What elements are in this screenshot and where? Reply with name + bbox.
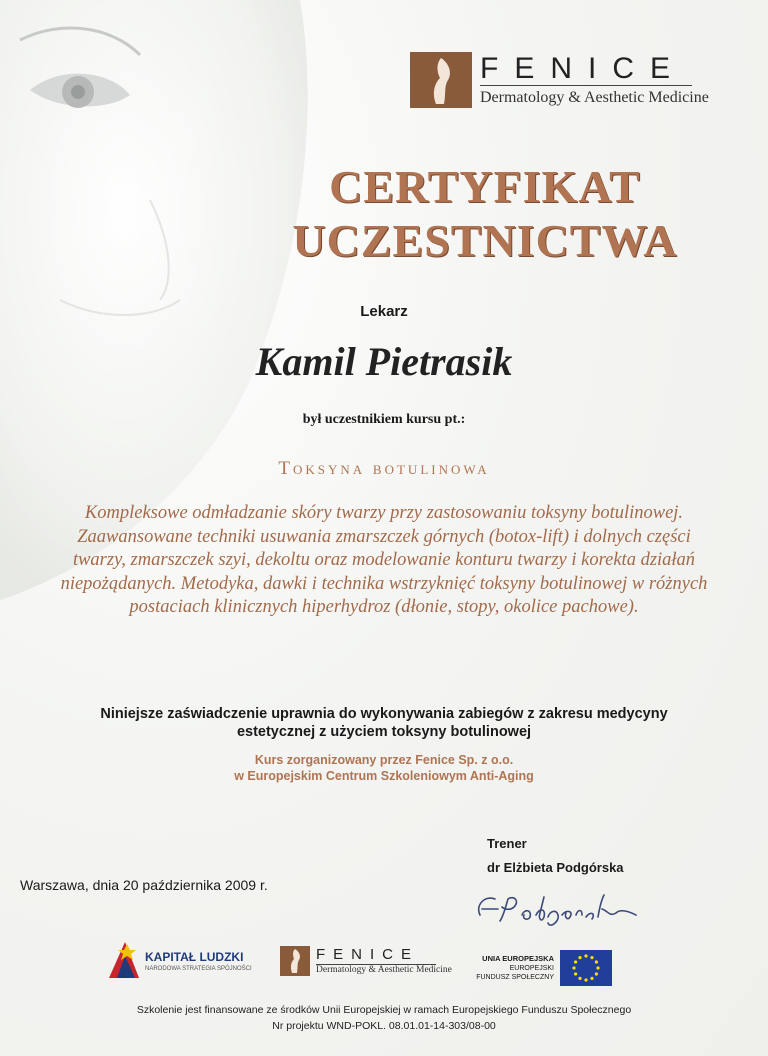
fenice-footer-word: FENICE [316, 946, 420, 963]
eu-logo [468, 950, 628, 990]
project-number: Nr projektu WND-POKL. 08.01.01-14-303/08-00 [272, 1020, 496, 1032]
fenice-logo-word: FENICE [480, 52, 687, 85]
organizer-text [40, 752, 728, 784]
fenice-logo [410, 52, 709, 112]
course-description: Kompleksowe odmładzanie skóry twarzy przy zastosowaniu toksyny botulinowej. Zaawansowane techniki usuwania zmarszczek górnych (botox-lift) i dolnych części twarzy, zmarszczek szyi, dekoltu oraz modelowanie konturu twarzy i korekta działań niepożądanych. Metodyka, dawki i technika wstrzyknięć toksyny botulinowej w różnych postaciach klinicznych hiperhydroz (dłonie, stopy, okolice pachowe). [60, 503, 708, 617]
eu-flag-icon [560, 950, 612, 986]
funding-note: Szkolenie jest finansowane ze środków Unii Europejskiej w ramach Europejskiego Funduszu Społecznego [136, 1004, 632, 1016]
fenice-figure-icon [410, 52, 472, 108]
attended-text: był uczestnikiem kursu pt.: [302, 412, 466, 427]
certificate-title-line2: UCZESTNICTWA [292, 215, 678, 266]
signature [470, 885, 660, 935]
entitlement-text [30, 705, 738, 741]
eu-line2: EUROPEJSKI [509, 965, 554, 972]
fenice-footer-logo [280, 946, 452, 980]
organizer-line2: w Europejskim Centrum Szkoleniowym Anti-Aging [234, 769, 534, 783]
kapital-ludzki-title: KAPITAŁ LUDZKI [145, 950, 244, 964]
fenice-footer-figure-icon [280, 946, 310, 976]
fenice-logo-subtitle: Dermatology & Aesthetic Medicine [480, 89, 709, 106]
kapital-ludzki-subtitle: NARODOWA STRATEGIA SPÓJNOŚCI [145, 966, 252, 972]
participant-name: Kamil Pietrasik [255, 339, 513, 384]
eu-text [468, 954, 554, 982]
eu-line3: FUNDUSZ SPOŁECZNY [476, 974, 554, 981]
eu-line1: UNIA EUROPEJSKA [482, 954, 554, 963]
participant-role: Lekarz [360, 303, 408, 320]
certificate-title-line1: CERTYFIKAT [329, 161, 641, 212]
fenice-footer-subtitle: Dermatology & Aesthetic Medicine [316, 965, 452, 975]
logo-rule [480, 85, 692, 86]
kapital-ludzki-icon [105, 938, 141, 982]
place-date: Warszawa, dnia 20 października 2009 r. [20, 877, 268, 893]
trainer-label: Trener [487, 836, 527, 851]
entitlement-line1: Niniejsze zaświadczenie uprawnia do wykonywania zabiegów z zakresu medycyny [100, 706, 668, 722]
course-title: Toksyna botulinowa [278, 458, 490, 479]
entitlement-line2: estetycznej z użyciem toksyny botulinowej [236, 724, 532, 740]
trainer-name: dr Elżbieta Podgórska [487, 860, 624, 875]
organizer-line1: Kurs zorganizowany przez Fenice Sp. z o.o. [254, 753, 514, 767]
kapital-ludzki-logo [105, 938, 265, 984]
